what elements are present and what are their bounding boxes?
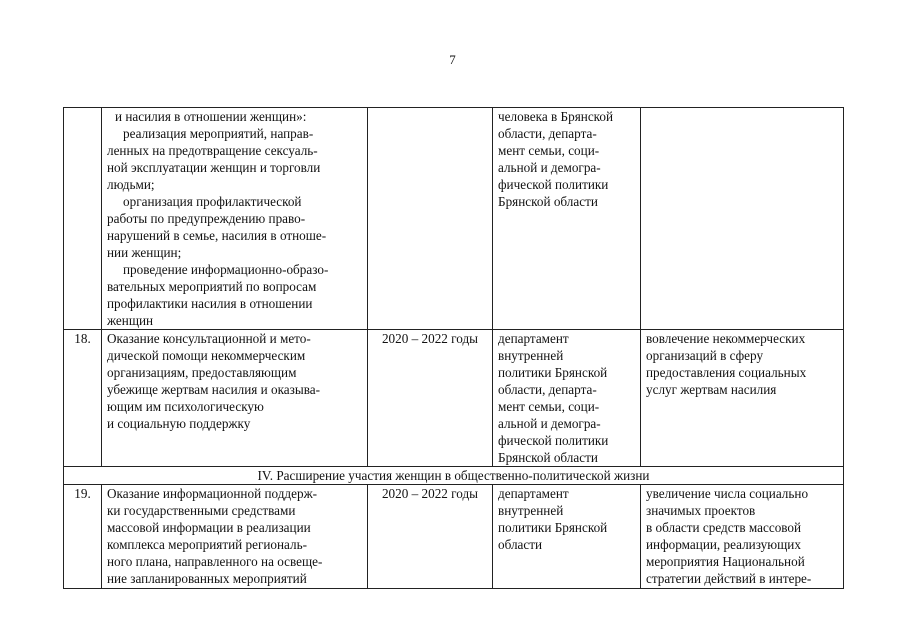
cell-line: в области средств массовой: [646, 520, 802, 535]
cell-line: Оказание консультационной и мето-: [107, 331, 311, 346]
term-cell: 2020 – 2022 годы: [368, 330, 493, 467]
cell-line: ющим им психологическую: [107, 399, 264, 414]
cell-line: вательных мероприятий по вопросам: [107, 279, 317, 294]
cell-line: услуг жертвам насилия: [646, 382, 777, 397]
cell-line: людьми;: [107, 177, 155, 192]
cell-line: Брянской области: [498, 450, 598, 465]
cell-line: фической политики: [498, 433, 609, 448]
cell-line: информации, реализующих: [646, 537, 801, 552]
event-cell: [102, 330, 368, 467]
cell-line: проведение информационно-образо-: [123, 262, 329, 277]
cell-line: альной и демогра-: [498, 160, 601, 175]
cell-line: Брянской области: [498, 194, 598, 209]
cell-line: нии женщин;: [107, 245, 182, 260]
cell-line: альной и демогра-: [498, 416, 601, 431]
table-row: [64, 330, 844, 467]
term-cell: 2020 – 2022 годы: [368, 485, 493, 589]
cell-line: Оказание информационной поддерж-: [107, 486, 318, 501]
cell-line: и насилия в отношении женщин»:: [115, 109, 307, 124]
cell-line: стратегии действий в интере-: [646, 571, 812, 586]
cell-line: убежище жертвам насилия и оказыва-: [107, 382, 321, 397]
cell-line: значимых проектов: [646, 503, 756, 518]
cell-line: вовлечение некоммерческих: [646, 331, 806, 346]
event-cell: [102, 485, 368, 589]
table-row: [64, 485, 844, 589]
cell-line: ние запланированных мероприятий: [107, 571, 307, 586]
action-plan-table: [63, 107, 844, 589]
cell-line: ки государственными средствами: [107, 503, 296, 518]
cell-line: нарушений в семье, насилия в отноше-: [107, 228, 327, 243]
cell-line: человека в Брянской: [498, 109, 614, 124]
cell-line: области, департа-: [498, 126, 597, 141]
cell-line: ленных на предотвращение сексуаль-: [107, 143, 318, 158]
cell-line: комплекса мероприятий региональ-: [107, 537, 308, 552]
result-cell: [641, 330, 844, 467]
row-number: 19.: [64, 485, 102, 589]
cell-line: департамент: [498, 331, 569, 346]
table-row: [64, 108, 844, 330]
section-title: IV. Расширение участия женщин в общественно-политической жизни: [64, 467, 844, 485]
cell-line: увеличение числа социально: [646, 486, 809, 501]
cell-line: внутренней: [498, 503, 564, 518]
cell-line: фической политики: [498, 177, 609, 192]
executor-cell: [493, 108, 641, 330]
cell-line: организаций в сферу: [646, 348, 764, 363]
cell-line: ного плана, направленного на освеще-: [107, 554, 323, 569]
cell-line: массовой информации в реализации: [107, 520, 311, 535]
cell-line: женщин: [107, 313, 154, 328]
cell-line: мент семьи, соци-: [498, 399, 600, 414]
cell-line: политики Брянской: [498, 365, 608, 380]
term-cell: [368, 108, 493, 330]
cell-line: ной эксплуатации женщин и торговли: [107, 160, 321, 175]
cell-line: департамент: [498, 486, 569, 501]
cell-line: реализация мероприятий, направ-: [123, 126, 314, 141]
cell-line: предоставления социальных: [646, 365, 807, 380]
cell-line: политики Брянской: [498, 520, 608, 535]
section-row: [64, 467, 844, 485]
cell-line: дической помощи некоммерческим: [107, 348, 306, 363]
cell-line: мероприятия Национальной: [646, 554, 805, 569]
cell-line: области, департа-: [498, 382, 597, 397]
executor-cell: [493, 330, 641, 467]
result-cell: [641, 108, 844, 330]
event-cell: [102, 108, 368, 330]
cell-line: работы по предупреждению право-: [107, 211, 306, 226]
cell-line: и социальную поддержку: [107, 416, 251, 431]
executor-cell: [493, 485, 641, 589]
cell-line: области: [498, 537, 543, 552]
cell-line: внутренней: [498, 348, 564, 363]
row-number: 18.: [64, 330, 102, 467]
cell-line: мент семьи, соци-: [498, 143, 600, 158]
row-number: [64, 108, 102, 330]
result-cell: [641, 485, 844, 589]
cell-line: профилактики насилия в отношении: [107, 296, 313, 311]
cell-line: организациям, предоставляющим: [107, 365, 297, 380]
page-number: 7: [449, 52, 456, 67]
cell-line: организация профилактической: [123, 194, 302, 209]
